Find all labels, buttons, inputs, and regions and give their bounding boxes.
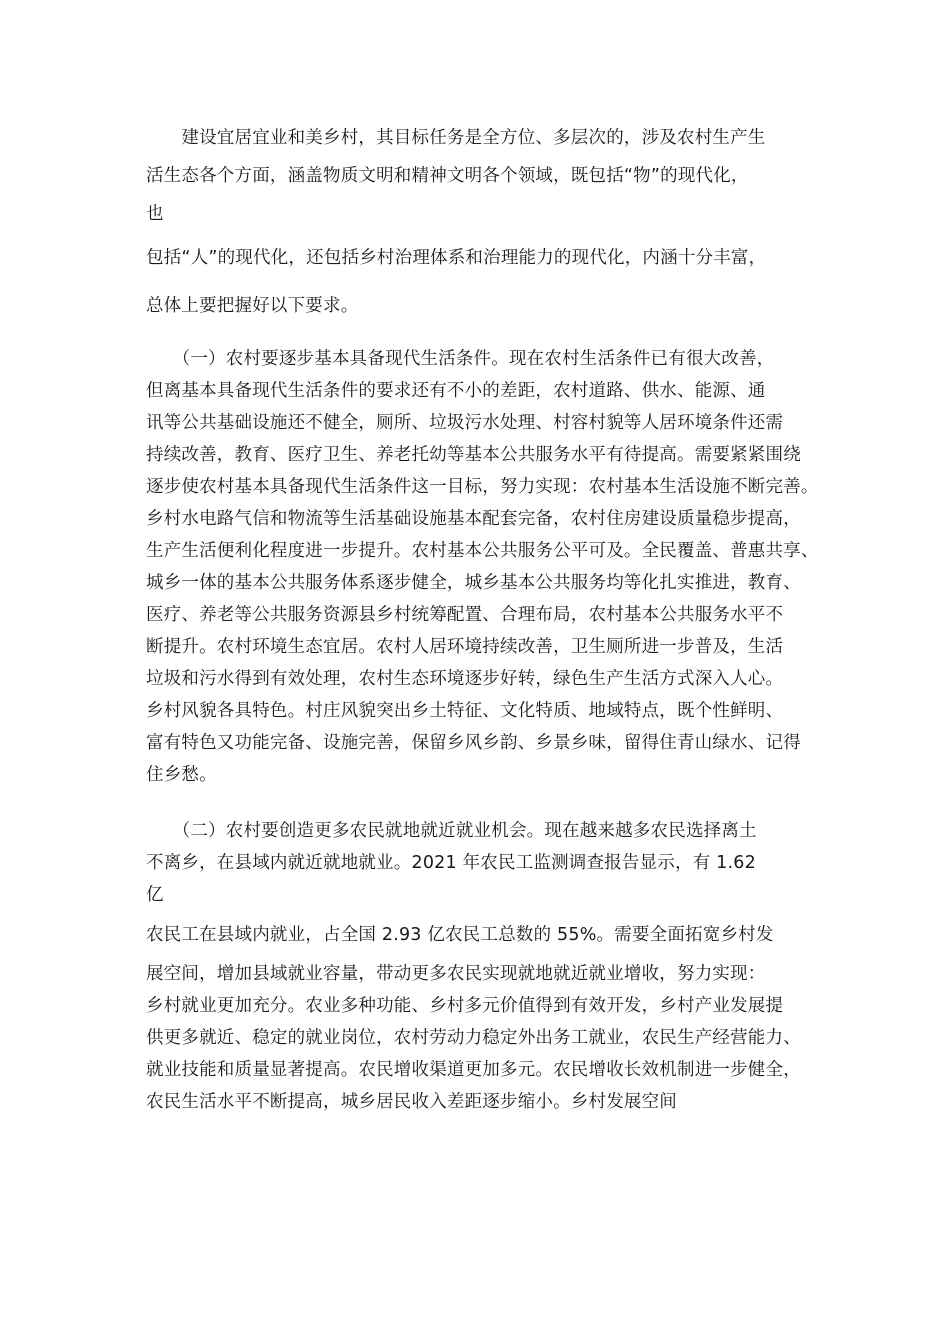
text-line: 包括“人”的现代化，还包括乡村治理体系和治理能力的现代化，内涵十分丰富，	[146, 248, 767, 268]
text-line: 讯等公共基础设施还不健全，厕所、垃圾污水处理、村容村貌等人居环境条件还需	[146, 413, 784, 433]
text-line: 活生态各个方面，涵盖物质文明和精神文明各个领域，既包括“物”的现代化，	[146, 166, 749, 186]
text-line: 亿	[146, 885, 164, 905]
text-line: 建设宜居宜业和美乡村，其目标任务是全方位、多层次的，涉及农村生产生	[146, 128, 766, 148]
text-line: 富有特色又功能完备、设施完善，保留乡风乡韵、乡景乡味，留得住青山绿水、记得	[146, 733, 801, 753]
text-line: 逐步使农村基本具备现代生活条件这一目标，努力实现：农村基本生活设施不断完善。	[146, 477, 819, 497]
text-line: 生产生活便利化程度进一步提升。农村基本公共服务公平可及。全民覆盖、普惠共享、	[146, 541, 819, 561]
text-line: 不离乡，在县域内就近就地就业。2021 年农民工监测调查报告显示，有 1.62	[146, 853, 756, 873]
text-line: （一）农村要逐步基本具备现代生活条件。现在农村生活条件已有很大改善，	[146, 349, 775, 369]
text-line: 农民生活水平不断提高，城乡居民收入差距逐步缩小。乡村发展空间	[146, 1092, 677, 1112]
text-line: 总体上要把握好以下要求。	[146, 296, 359, 316]
text-line: 也	[146, 204, 164, 224]
text-line: 展空间，增加县域就业容量，带动更多农民实现就地就近就业增收，努力实现：	[146, 964, 766, 984]
text-line: 垃圾和污水得到有效处理，农村生态环境逐步好转，绿色生产生活方式深入人心。	[146, 669, 784, 689]
text-line: 但离基本具备现代生活条件的要求还有不小的差距，农村道路、供水、能源、通	[146, 381, 766, 401]
text-line: 持续改善，教育、医疗卫生、养老托幼等基本公共服务水平有待提高。需要紧紧围绕	[146, 445, 801, 465]
text-line: （二）农村要创造更多农民就地就近就业机会。现在越来越多农民选择离土	[146, 821, 757, 841]
text-line: 就业技能和质量显著提高。农民增收渠道更加多元。农民增收长效机制进一步健全，	[146, 1060, 801, 1080]
text-line: 乡村风貌各具特色。村庄风貌突出乡土特征、文化特质、地域特点，既个性鲜明、	[146, 701, 784, 721]
text-line: 断提升。农村环境生态宜居。农村人居环境持续改善，卫生厕所进一步普及，生活	[146, 637, 784, 657]
text-line: 城乡一体的基本公共服务体系逐步健全，城乡基本公共服务均等化扎实推进，教育、	[146, 573, 801, 593]
text-line: 乡村就业更加充分。农业多种功能、乡村多元价值得到有效开发，乡村产业发展提	[146, 996, 784, 1016]
text-line: 供更多就近、稳定的就业岗位，农村劳动力稳定外出务工就业，农民生产经营能力、	[146, 1028, 801, 1048]
text-line: 乡村水电路气信和物流等生活基础设施基本配套完备，农村住房建设质量稳步提高，	[146, 509, 801, 529]
text-line: 农民工在县域内就业，占全国 2.93 亿农民工总数的 55%。需要全面拓宽乡村发	[146, 925, 774, 945]
text-line: 医疗、养老等公共服务资源县乡村统筹配置、合理布局，农村基本公共服务水平不	[146, 605, 784, 625]
text-line: 住乡愁。	[146, 765, 217, 785]
